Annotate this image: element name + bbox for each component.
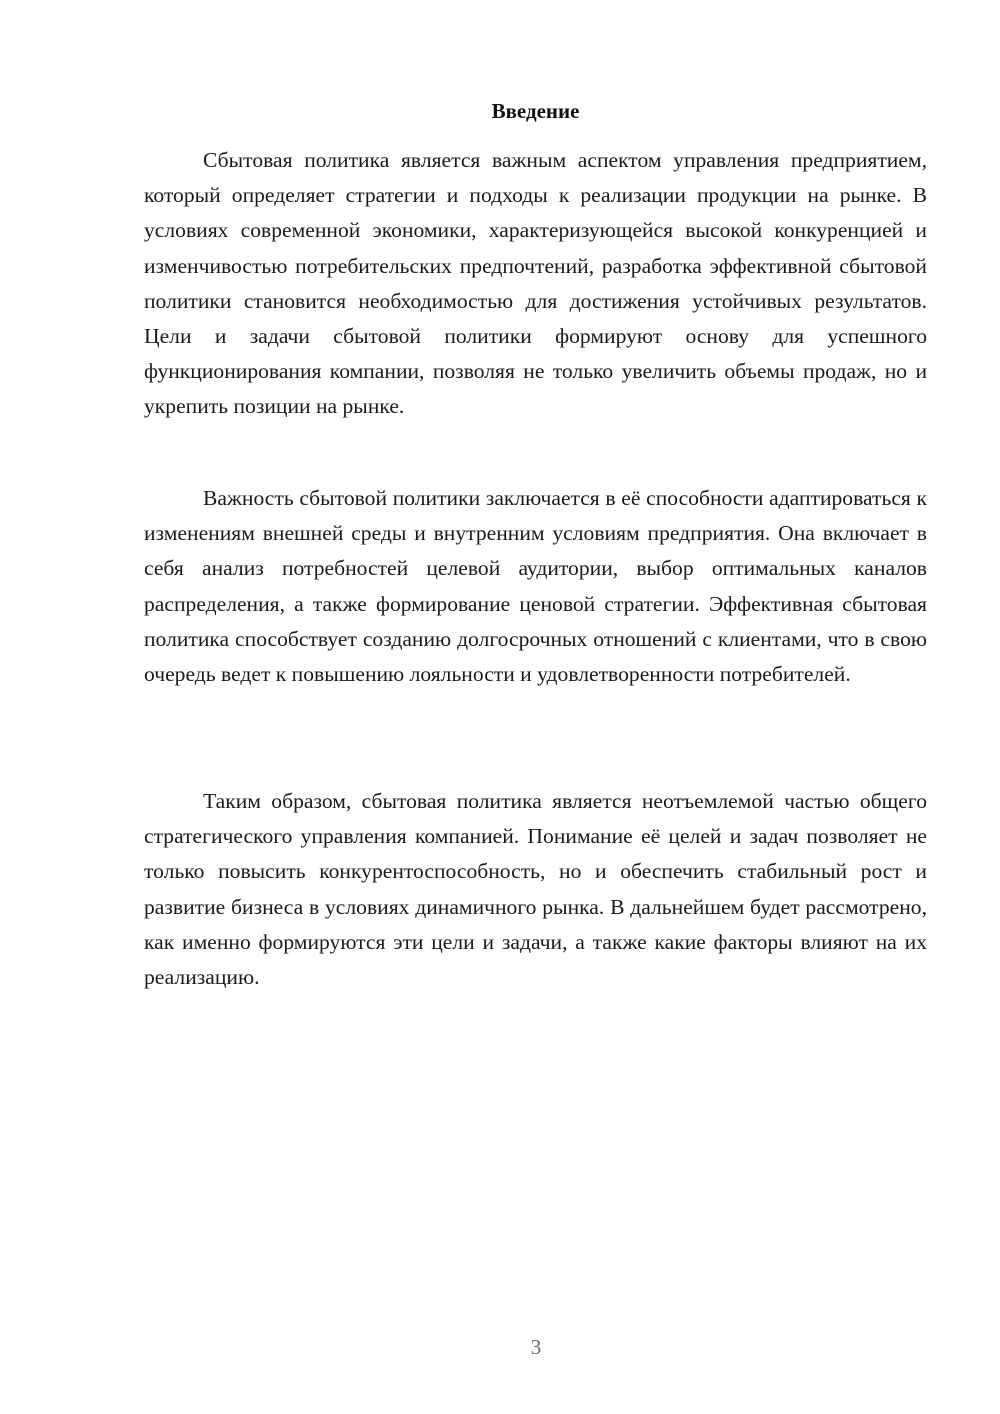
paragraph-1: Сбытовая политика является важным аспектом управления предприятием, который определяет стратегии и подходы к реализации продукции на рынке. В условиях современной экономики, характеризующейся высокой конкуренцией и изменчивостью потребительских предпочтений, разработка эффективной сбытовой политики становится необходимостью для достижения устойчивых результатов. Цели и задачи сбытовой политики формируют основу для успешного функционирования компании, позволяя не только увеличить объемы продаж, но и укрепить позиции на рынке. xyxy=(144,148,927,419)
section-title: Введение xyxy=(491,99,580,123)
page-number: 3 xyxy=(530,1335,542,1359)
paragraph-2: Важность сбытовой политики заключается в её способности адаптироваться к изменениям внешней среды и внутренним условиям предприятия. Она включает в себя анализ потребностей целевой аудитории, выбор оптимальных каналов распределения, а также формирование ценовой стратегии. Эффективная сбытовая политика способствует созданию долгосрочных отношений с клиентами, что в свою очередь ведет к повышению лояльности и удовлетворенности потребителей. xyxy=(144,486,927,687)
paragraph-3: Таким образом, сбытовая политика является неотъемлемой частью общего стратегического управления компанией. Понимание её целей и задач позволяет не только повысить конкурентоспособность, но и обеспечить стабильный рост и развитие бизнеса в условиях динамичного рынка. В дальнейшем будет рассмотрено, как именно формируются эти цели и задачи, а также какие факторы влияют на их реализацию. xyxy=(144,789,927,990)
